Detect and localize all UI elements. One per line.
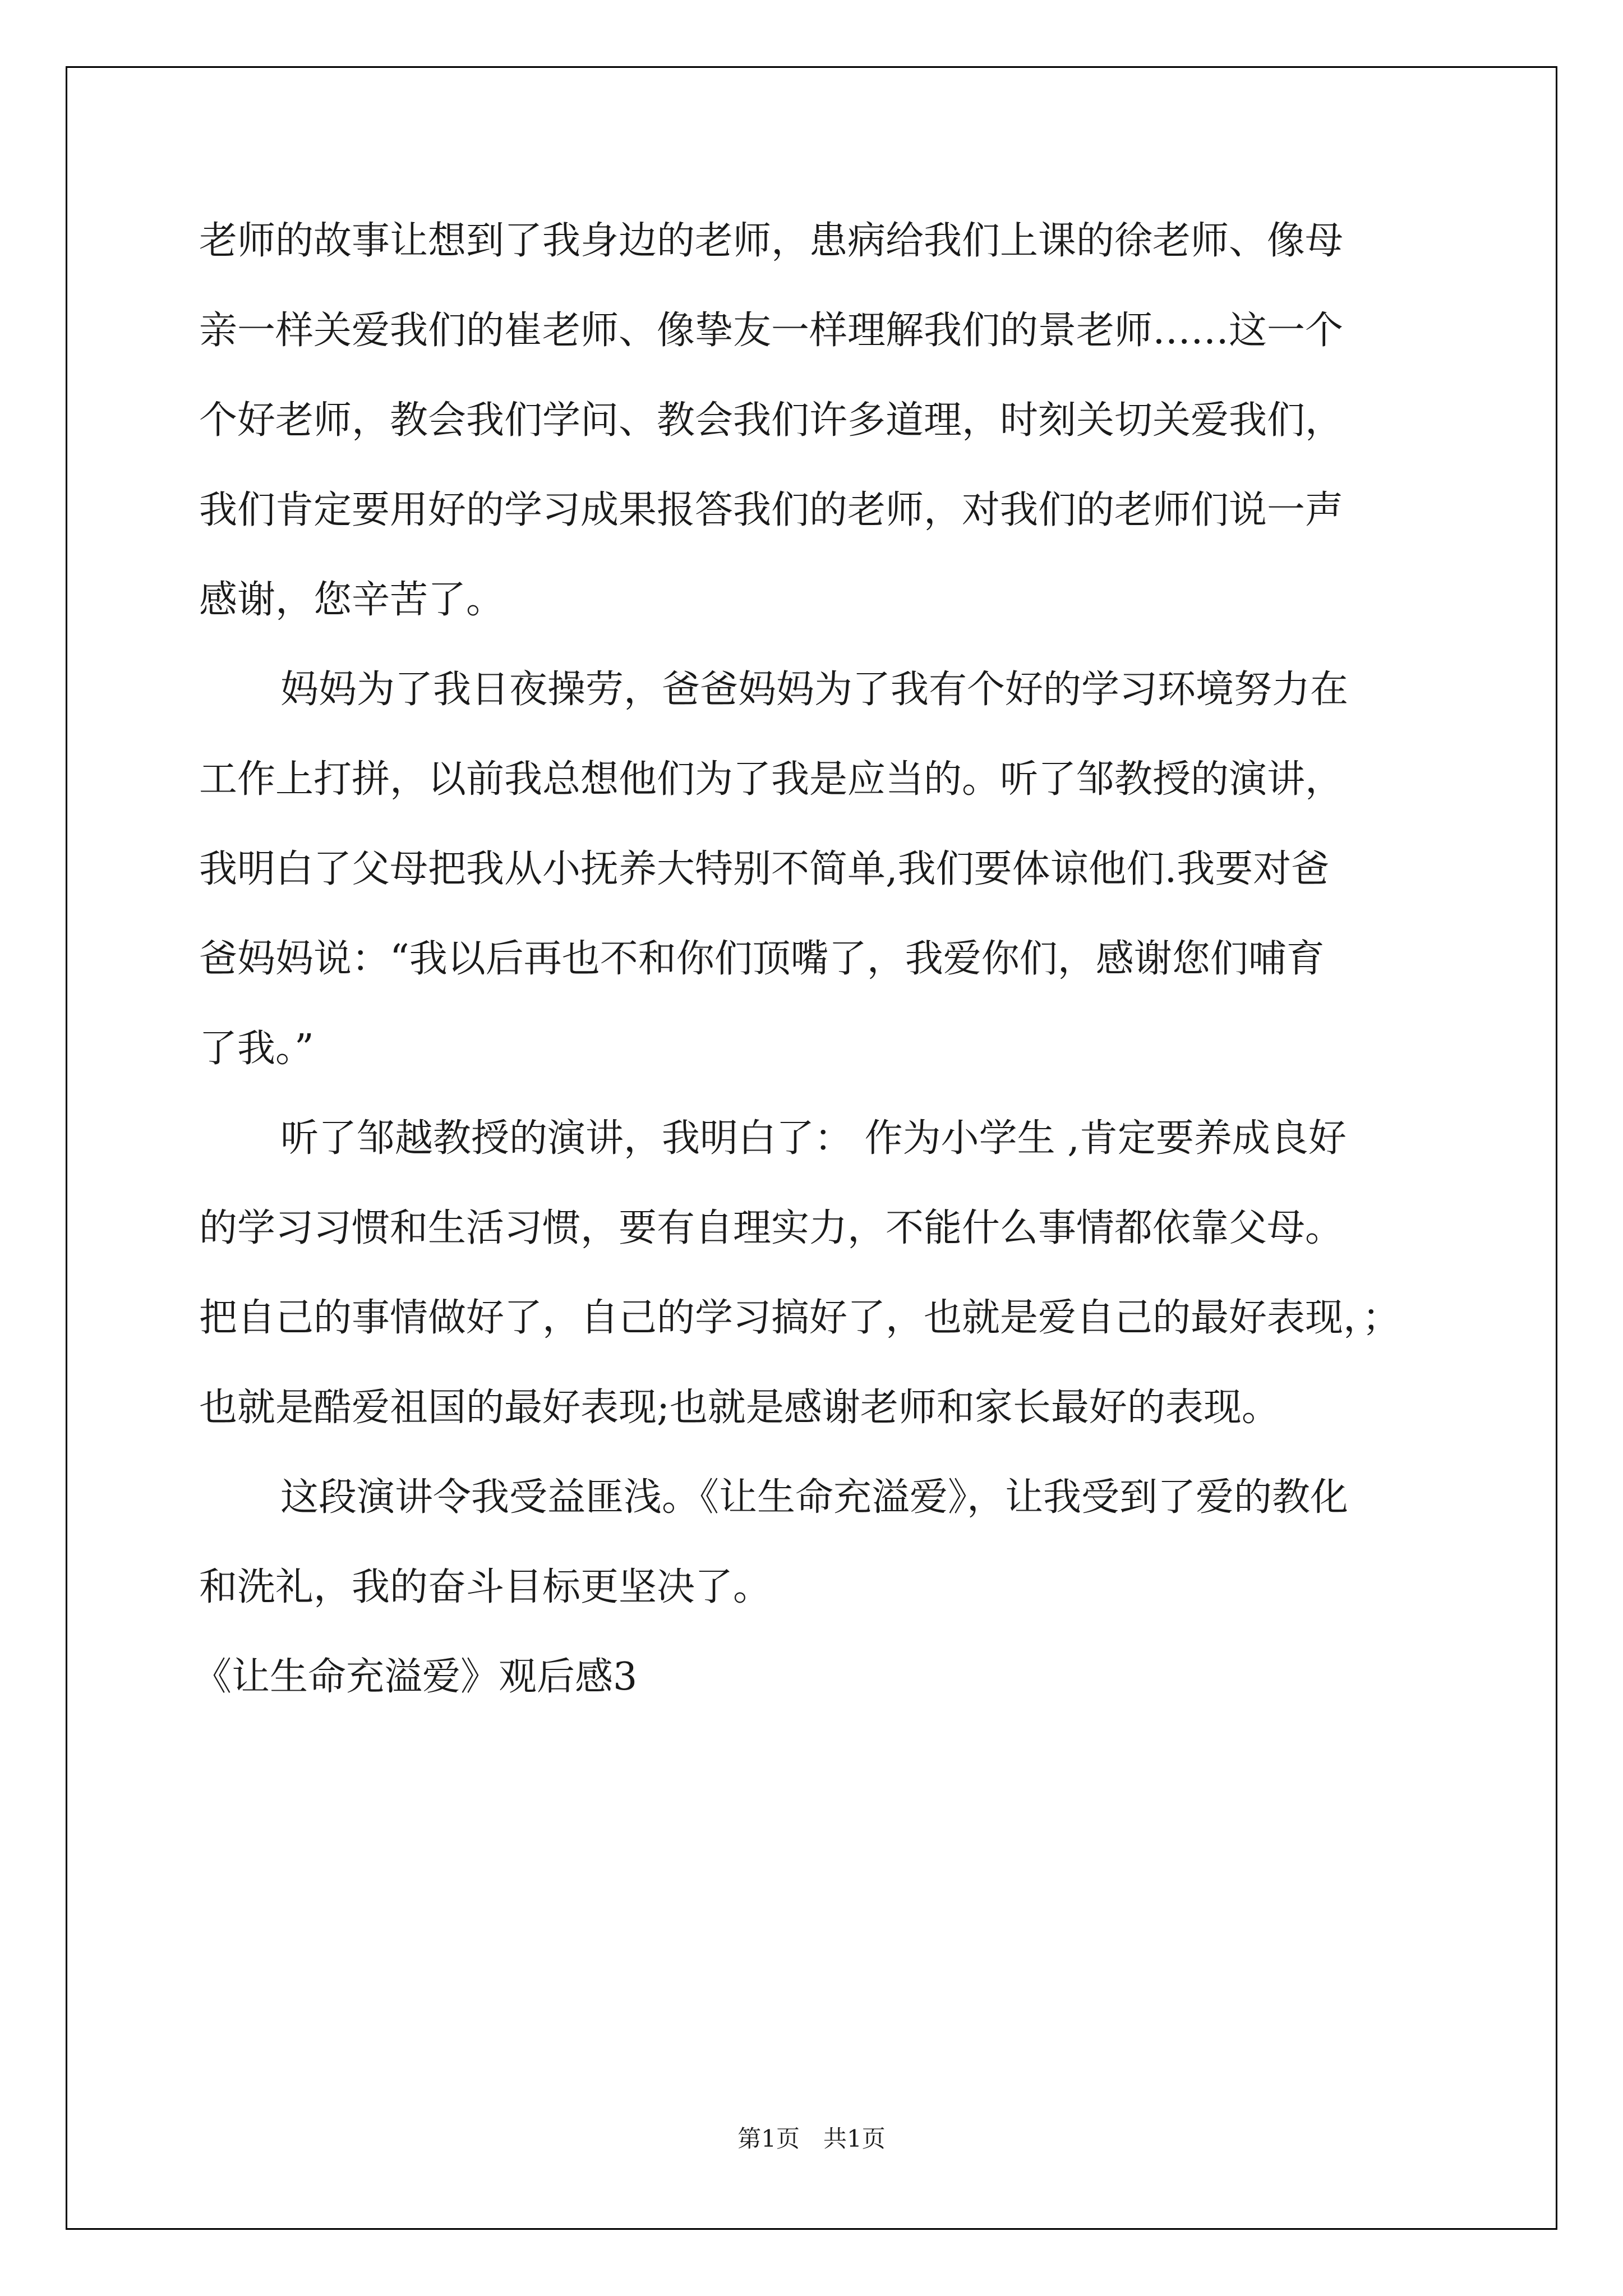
text-line: 了我。”	[199, 1027, 314, 1071]
text-line: 爸妈妈说：“我以后再也不和你们顶嘴了，我爱你们，感谢您们哺育	[199, 937, 1325, 981]
text-line: 我们肯定要用好的学习成果报答我们的老师，对我们的老师们说一声	[199, 488, 1344, 532]
section-heading: 《让生命充溢爱》观后感3	[193, 1655, 638, 1699]
document-body	[193, 213, 1489, 1733]
text-line: 把自己的事情做好了，自己的学习搞好了，也就是爱自己的最好表现，；	[199, 1296, 1401, 1340]
text-line: 我明白了父母把我从小抚养大特别不简单,我们要体谅他们.我要对爸	[199, 847, 1330, 891]
text-line: 工作上打拼，以前我总想他们为了我是应当的。听了邹教授的演讲，	[199, 757, 1344, 802]
paragraph-parents	[199, 662, 1489, 1111]
paragraph-teachers	[199, 213, 1489, 662]
text-line: 这段演讲令我受益匪浅。《让生命充溢爱》，让我受到了爱的教化	[280, 1475, 1349, 1520]
text-line: 听了邹越教授的演讲，我明白了： 作为小学生 ,肯定要养成良好	[280, 1116, 1347, 1161]
text-line: 也就是酷爱祖国的最好表现;也就是感谢老师和家长最好的表现。	[199, 1386, 1280, 1430]
paragraph-conclusion	[199, 1470, 1489, 1649]
page-number: 第1页 共1页	[737, 2125, 886, 2152]
text-line: 个好老师，教会我们学问、教会我们许多道理，时刻关切关爱我们，	[199, 398, 1344, 443]
paragraph-habits	[199, 1111, 1489, 1470]
text-line: 感谢，您辛苦了。	[199, 578, 505, 622]
text-line: 妈妈为了我日夜操劳，爸爸妈妈为了我有个好的学习环境努力在	[280, 668, 1349, 712]
text-line: 和洗礼，我的奋斗目标更坚决了。	[199, 1565, 772, 1609]
text-line: 亲一样关爱我们的崔老师、像挚友一样理解我们的景老师……这一个	[199, 309, 1344, 353]
text-line: 的学习习惯和生活习惯，要有自理实力，不能什么事情都依靠父母。	[199, 1206, 1344, 1250]
text-line: 老师的故事让想到了我身边的老师，患病给我们上课的徐老师、像母	[199, 219, 1344, 263]
